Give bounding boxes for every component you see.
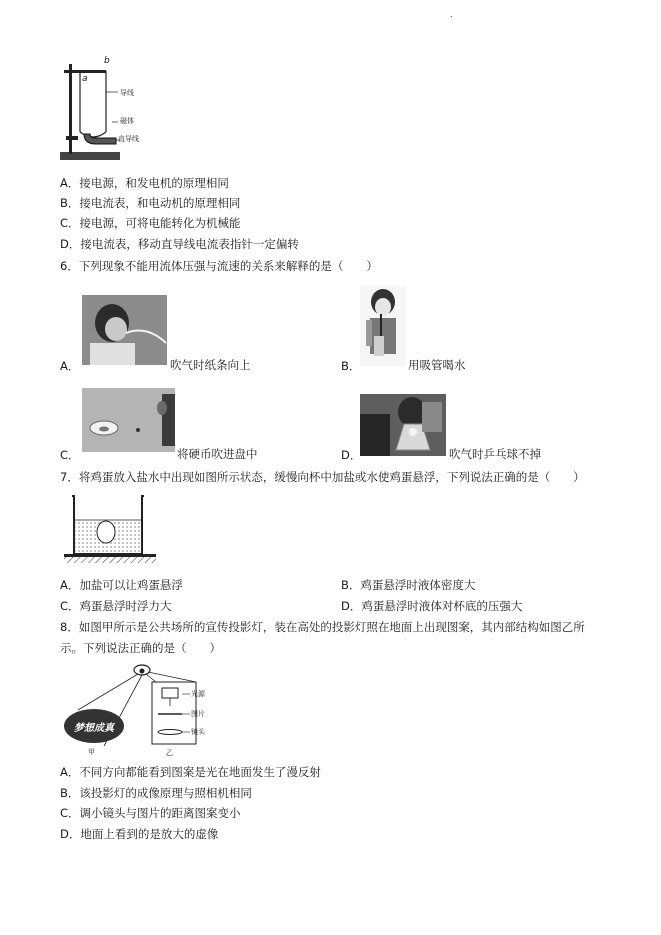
q6-stem: 6．下列现象不能用流体压强与流速的关系来解释的是（ ） [60, 259, 378, 273]
q8-option-d: D．地面上看到的是放大的虚像 [60, 827, 219, 841]
q5-apparatus-drawing [56, 52, 166, 164]
beaker-drawing [62, 490, 158, 568]
label-light-source: 光源 [191, 690, 205, 698]
q6-option-b-letter: B． [341, 359, 361, 373]
clamp-arm [64, 70, 106, 73]
stand-rod [69, 64, 72, 154]
q6-option-c-letter: C． [60, 448, 80, 462]
q6-option-b-caption: 用吸管喝水 [408, 358, 466, 372]
egg [97, 521, 115, 543]
label-straight-wire: 直导线 [118, 135, 139, 143]
label-yi: 乙 [166, 749, 173, 757]
label-lens: 镜头 [191, 728, 205, 736]
label-b: b [104, 56, 110, 66]
light-source-box [162, 688, 178, 698]
q5-option-a: A．接电源，和发电机的原理相同 [60, 176, 229, 190]
label-picture: 图片 [191, 710, 205, 718]
q5-apparatus-figure [56, 52, 166, 164]
q6-photo-c [82, 388, 175, 452]
corner-mark: . [450, 10, 453, 19]
q6-option-c-caption: 将硬币吹进盘中 [177, 447, 258, 461]
q6-option-a-letter: A． [60, 359, 80, 373]
q7-beaker-figure [62, 490, 158, 568]
table-top [64, 554, 156, 557]
q8-stem-line2: 示。下列说法正确的是（ ） [60, 641, 221, 655]
q7-option-d: D．鸡蛋悬浮时液体对杯底的压强大 [341, 599, 523, 613]
label-magnet: 磁体 [120, 117, 134, 125]
q7-option-a: A．加盐可以让鸡蛋悬浮 [60, 578, 183, 592]
q5-option-b: B．接电流表，和电动机的原理相同 [60, 196, 241, 210]
q5-option-c: C．接电源，可将电能转化为机械能 [60, 216, 241, 230]
q6-option-d-letter: D． [341, 448, 362, 462]
label-jia: 甲 [88, 748, 95, 756]
q6-option-d-caption: 吹气时乒乓球不掉 [449, 447, 541, 461]
label-a: a [82, 74, 88, 84]
q6-photo-d [360, 394, 446, 456]
label-wire: 导线 [120, 89, 134, 97]
lens [158, 730, 182, 735]
pattern-text: 梦想成真 [74, 723, 114, 734]
q8-option-a: A．不同方向都能看到图案是光在地面发生了漫反射 [60, 765, 321, 779]
q8-projector-figure [60, 662, 220, 758]
q8-stem-line1: 8．如图甲所示是公共场所的宣传投影灯，装在高处的投影灯照在地面上出现图案，其内部结构如图乙所 [60, 620, 585, 634]
q6-photo-b [360, 286, 406, 366]
q5-option-d: D．接电流表，移动直导线电流表指针一定偏转 [60, 237, 299, 251]
q8-option-b: B．该投影灯的成像原理与照相机相同 [60, 786, 252, 800]
q7-option-c: C．鸡蛋悬浮时浮力大 [60, 599, 172, 613]
q6-option-a-caption: 吹气时纸条向上 [170, 358, 251, 372]
q6-photo-a [82, 295, 167, 365]
q7-option-b: B．鸡蛋悬浮时液体密度大 [341, 578, 476, 592]
q8-option-c: C．调小镜头与图片的距离图案变小 [60, 806, 241, 820]
q7-stem: 7．将鸡蛋放入盐水中出现如图所示状态，缓慢向杯中加盐或水使鸡蛋悬浮，下列说法正确的是（ ） [60, 470, 585, 484]
